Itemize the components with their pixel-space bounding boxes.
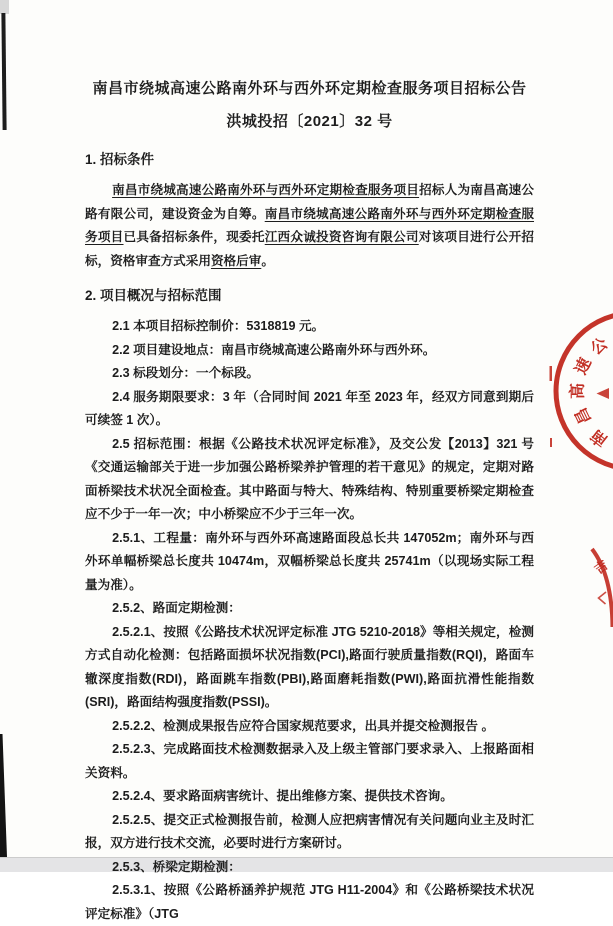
seal-char: 吉 — [591, 557, 611, 577]
clause-2-5-2-1: 2.5.2.1、按照《公路技术状况评定标准 JTG 5210-2018》等相关规定，检测方式自动化检测：包括路面损坏状况指数(PCI),路面行驶质量指数(RQI)，路面车辙深度指数(RDI)，路面跳车指数(PBI),路面磨耗指数(PWI),路面抗滑性能指数(SRI)，路面结构强度指数(PSSI)。 — [85, 624, 534, 709]
section-1-heading: 1. 招标条件 — [85, 152, 155, 167]
scan-corner-artifact — [0, 0, 9, 14]
clause-2-5: 2.5 招标范围：根据《公路技术状况评定标准》，及交公发【2013】321 号《交通运输部关于进一步加强公路桥梁养护管理的若干意见》的规定，定期对路面桥梁技术状况全面检查。其中路面与特大、特殊结构、特别重要桥梁定期检查应不少于一年一次；中小桥梁应不少于三年一次。 — [85, 436, 534, 521]
underlined-agency-name: 江西众诚投资咨询有限公司 — [264, 230, 419, 244]
underlined-qualification-method: 资格后审 — [210, 253, 262, 268]
document-title: 南昌市绕城高速公路南外环与西外环定期检查服务项目招标公告 — [92, 80, 527, 97]
seal-ink-mark — [550, 366, 553, 381]
clause-2-5-2-5: 2.5.2.5、提交正式检测报告前，检测人应把病害情况有关问题向业主及时汇报，双方进行技术交流，必要时进行方案研讨。 — [85, 812, 534, 850]
seal-char: 昌 — [572, 404, 595, 427]
underlined-project-name: 南昌市绕城高速公路南外环与西外环定期检查服务项目 — [112, 183, 420, 197]
clause-2-5-2: 2.5.2、路面定期检测： — [112, 601, 241, 615]
seal-star-icon — [597, 388, 610, 399]
clause-2-5-3-1: 2.5.3.1、按照《公路桥涵养护规范 JTG H11-2004》和《公路桥梁技术状况评定标准》（JTG — [85, 883, 534, 921]
scan-edge-artifact-bottom-left — [0, 734, 7, 857]
clause-2-5-2-3: 2.5.2.3、完成路面技术检测数据录入及上级主管部门要求录入、上报路面相关资料。 — [85, 742, 534, 780]
company-seal — [548, 306, 613, 478]
clause-2-5-2-4: 2.5.2.4、要求路面病害统计、提出维修方案、提供技术咨询。 — [112, 789, 453, 803]
seal-char: 速 — [572, 355, 595, 378]
clause-2-2: 2.2 项目建设地点：南昌市绕城高速公路南外环与西外环。 — [112, 342, 436, 357]
seal-char: 公 — [587, 335, 612, 359]
clause-2-3: 2.3 标段划分：一个标段。 — [112, 366, 260, 380]
seal-char: 南 — [587, 425, 612, 450]
paragraph-text: 已具备招标条件，现委托 — [123, 230, 265, 244]
clause-2-5-3: 2.5.3、桥梁定期检测： — [112, 859, 241, 874]
paragraph-text: 招标人为南昌高速公路有限公司，建设资金为自筹。 — [85, 183, 535, 221]
underlined-project-name: 南昌市绕城高速公路南外环与西外环定期检查服务项目 — [85, 206, 535, 244]
clause-2-5-2-2: 2.5.2.2、检测成果报告应符合国家规范要求，出具并提交检测报告 。 — [112, 718, 495, 733]
clause-2-5-1: 2.5.1、工程量：南外环与西外环高速路面段总长共 147052m；南外环与西外环单幅桥梁总长度共 10474m，双幅桥梁总长度共 25741m（以现场实际工程量为准）。 — [85, 530, 534, 592]
document-content — [85, 78, 534, 926]
scan-edge-artifact-top-left — [1, 13, 6, 130]
partial-seal — [584, 543, 613, 628]
paragraph-text: 对该项目进行公开招标，资格审查方式采用 — [85, 230, 535, 268]
section-1-paragraph — [85, 179, 534, 273]
seal-ink-mark — [550, 438, 552, 447]
seal-char: 高 — [569, 382, 587, 400]
clause-2-4: 2.4 服务期限要求：3 年（合同时间 2021 年至 2023 年，经双方同意到期后可续签 1 次）。 — [85, 389, 534, 427]
document-number: 洪城投招〔2021〕32 号 — [226, 113, 393, 130]
section-2-heading: 2. 项目概况与招标范围 — [85, 288, 222, 303]
paragraph-text: 。 — [261, 253, 274, 268]
seal-ink-mark — [599, 592, 607, 604]
clause-2-1: 2.1 本项目招标控制价：5318819 元。 — [112, 319, 325, 333]
